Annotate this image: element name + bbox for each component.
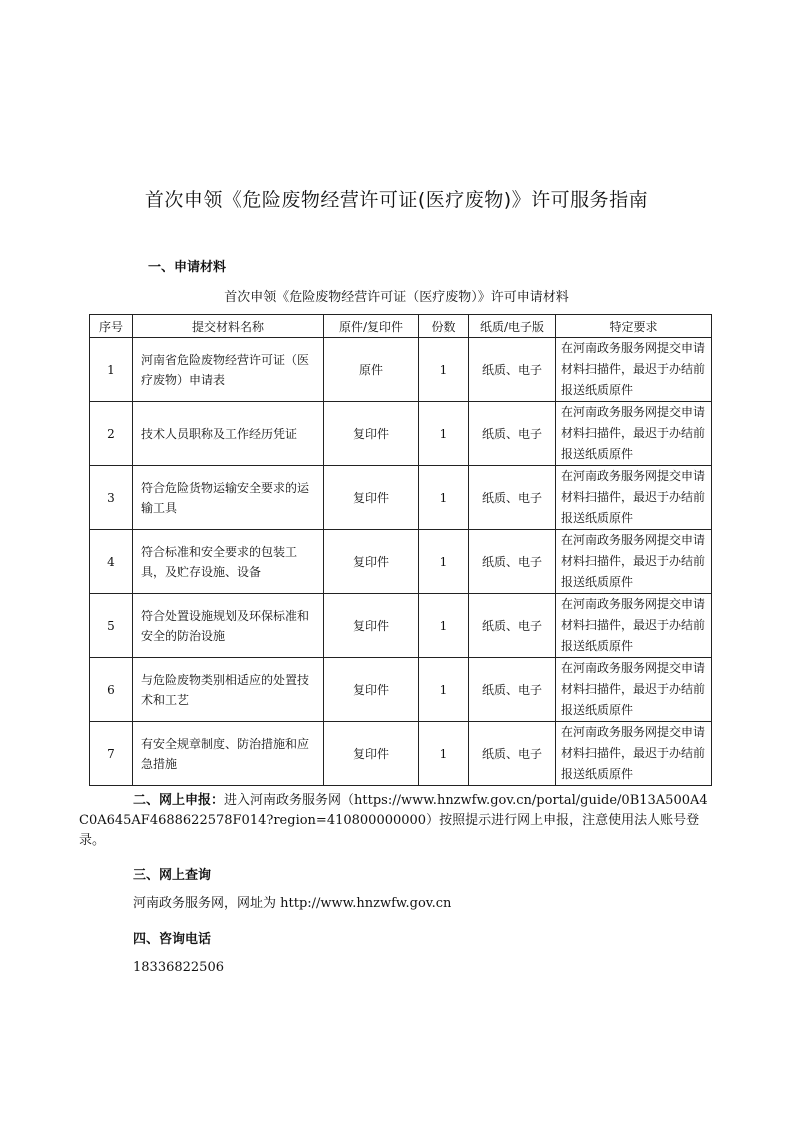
row-format: 纸质、电子: [469, 402, 556, 466]
page-title: 首次申领《危险废物经营许可证(医疗废物)》许可服务指南: [144, 189, 649, 211]
header-original: 原件/复印件: [324, 315, 419, 338]
table-row: [90, 722, 712, 786]
row-format: 纸质、电子: [469, 594, 556, 658]
section1-heading: 一、申请材料: [148, 260, 227, 275]
header-no: 序号: [90, 315, 133, 338]
row-original: 复印件: [324, 466, 419, 530]
section2-paragraph: [79, 791, 715, 851]
row-original: 复印件: [324, 658, 419, 722]
row-no: 1: [90, 338, 133, 402]
row-no: 4: [90, 530, 133, 594]
row-count: 1: [419, 338, 469, 402]
row-original: 原件: [324, 338, 419, 402]
header-requirement: 特定要求: [556, 315, 712, 338]
table-row: [90, 594, 712, 658]
materials-table: [89, 314, 712, 786]
row-requirement: 在河南政务服务网提交申请材料扫描件，最迟于办结前报送纸质原件: [556, 338, 712, 402]
header-name: 提交材料名称: [133, 315, 324, 338]
row-format: 纸质、电子: [469, 466, 556, 530]
table-row: [90, 658, 712, 722]
table-header-row: [90, 315, 712, 338]
row-original: 复印件: [324, 722, 419, 786]
row-requirement: 在河南政务服务网提交申请材料扫描件，最迟于办结前报送纸质原件: [556, 402, 712, 466]
section2-heading: 二、网上申报：: [133, 793, 225, 808]
row-name: 有安全规章制度、防治措施和应急措施: [133, 722, 324, 786]
row-count: 1: [419, 594, 469, 658]
row-requirement: 在河南政务服务网提交申请材料扫描件，最迟于办结前报送纸质原件: [556, 722, 712, 786]
row-original: 复印件: [324, 530, 419, 594]
row-original: 复印件: [324, 594, 419, 658]
section4-heading: 四、咨询电话: [133, 932, 212, 947]
row-original: 复印件: [324, 402, 419, 466]
table-caption: 首次申领《危险废物经营许可证（医疗废物）》许可申请材料: [224, 290, 569, 305]
row-requirement: 在河南政务服务网提交申请材料扫描件，最迟于办结前报送纸质原件: [556, 594, 712, 658]
row-requirement: 在河南政务服务网提交申请材料扫描件，最迟于办结前报送纸质原件: [556, 530, 712, 594]
section3-heading: 三、网上查询: [133, 868, 212, 883]
row-format: 纸质、电子: [469, 722, 556, 786]
row-count: 1: [419, 722, 469, 786]
row-name: 河南省危险废物经营许可证（医疗废物）申请表: [133, 338, 324, 402]
row-no: 6: [90, 658, 133, 722]
table-row: [90, 466, 712, 530]
row-requirement: 在河南政务服务网提交申请材料扫描件，最迟于办结前报送纸质原件: [556, 466, 712, 530]
row-name: 符合处置设施规划及环保标准和安全的防治设施: [133, 594, 324, 658]
row-format: 纸质、电子: [469, 338, 556, 402]
table-row: [90, 402, 712, 466]
row-count: 1: [419, 530, 469, 594]
table-row: [90, 338, 712, 402]
row-count: 1: [419, 658, 469, 722]
row-name: 技术人员职称及工作经历凭证: [133, 402, 324, 466]
row-no: 3: [90, 466, 133, 530]
row-name: 与危险废物类别相适应的处置技术和工艺: [133, 658, 324, 722]
section3-body: 河南政务服务网，网址为 http://www.hnzwfw.gov.cn: [133, 896, 452, 911]
row-count: 1: [419, 402, 469, 466]
row-format: 纸质、电子: [469, 530, 556, 594]
table-row: [90, 530, 712, 594]
row-name: 符合标准和安全要求的包装工具，及贮存设施、设备: [133, 530, 324, 594]
row-format: 纸质、电子: [469, 658, 556, 722]
consult-phone: 18336822506: [133, 960, 224, 975]
row-no: 2: [90, 402, 133, 466]
section2-body: 进入河南政务服务网（https://www.hnzwfw.gov.cn/portal/guide/0B13A500A4C0A645AF4688622578F014?region=410800000000）按照提示进行网上申报，注意使用法人账号登录。: [79, 793, 708, 848]
row-no: 5: [90, 594, 133, 658]
row-no: 7: [90, 722, 133, 786]
row-count: 1: [419, 466, 469, 530]
row-name: 符合危险货物运输安全要求的运输工具: [133, 466, 324, 530]
header-count: 份数: [419, 315, 469, 338]
row-requirement: 在河南政务服务网提交申请材料扫描件，最迟于办结前报送纸质原件: [556, 658, 712, 722]
header-format: 纸质/电子版: [469, 315, 556, 338]
